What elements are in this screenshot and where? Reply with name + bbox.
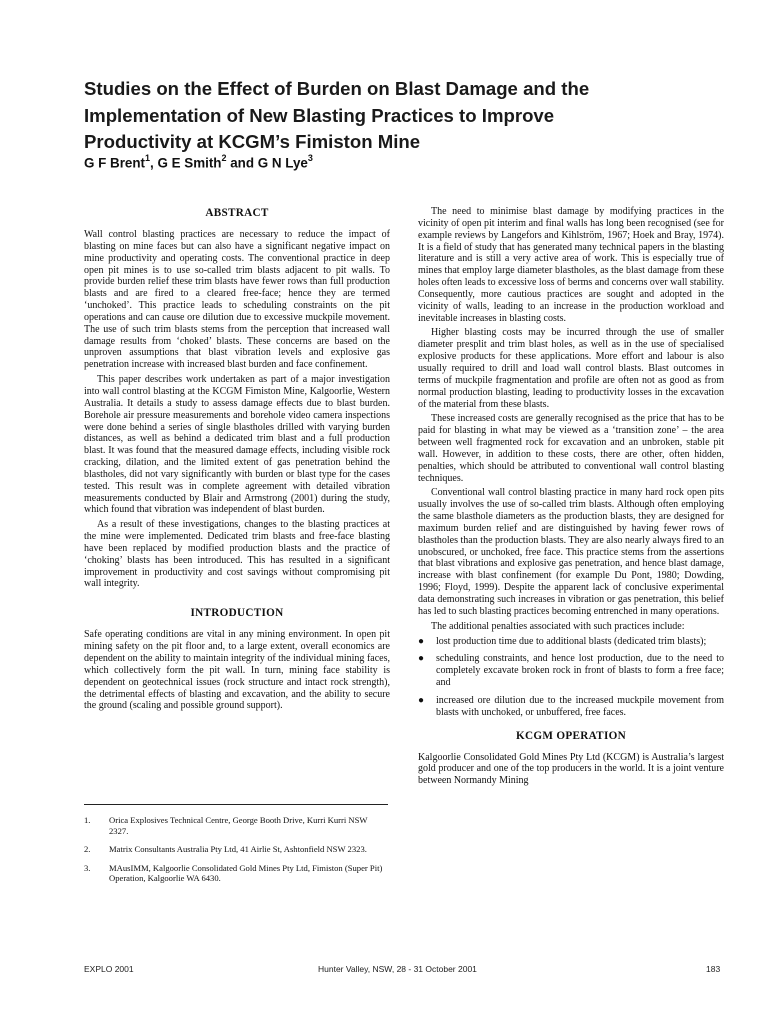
footer-venue-date: Hunter Valley, NSW, 28 - 31 October 2001 bbox=[318, 964, 477, 974]
list-item-text: lost production time due to additional blasts (dedicated trim blasts); bbox=[436, 635, 707, 647]
left-column bbox=[84, 206, 390, 712]
footnote bbox=[84, 863, 388, 884]
footnote-text: Orica Explosives Technical Centre, George Booth Drive, Kurri Kurri NSW 2327. bbox=[109, 815, 368, 836]
introduction-paragraph: Safe operating conditions are vital in any mining environment. In open pit mining safety on the pit floor and, to a large extent, overall economics are dependent on the ability to maintain integrity of the individual mining faces, which collectively form the pit wall. In turn, mining face stability is dependent on geotechnical issues (rock structure and intact rock strength), the detrimental effects of blasting and excavation, and the ability to secure the ground (scaling and possible ground support). bbox=[84, 629, 390, 712]
author-list bbox=[84, 154, 313, 170]
abstract-paragraph: As a result of these investigations, changes to the blasting practices at the mine were implemented. Dedicated trim blasts and free-face blasting have been replaced by modified production blasts and the practice of ‘choking’ blasts has been introduced. This has resulted in a significant improvement in productivity and cost savings without compromising pit wall integrity. bbox=[84, 519, 390, 590]
abstract-paragraph: This paper describes work undertaken as part of a major investigation into wall control blasting at the KCGM Fimiston Mine, Kalgoorlie, Western Australia. It details a study to assess damage effects due to blast burden. Borehole air pressure measurements and borehole video camera inspections were done behind a series of single blastholes drilled with varying burden distances, as well as behind a dedicated trim blast and a full production blast. It was found that the measured damage effects, including visible rock cracking, dilation, and the limited extent of gas penetration behind the blastholes, did not vary significantly with burden or blast type for the cases tested. This result was in complete agreement with detailed vibration measurements conducted by Blair and Armstrong (2001) during the study, which found that vibration was independent of blast burden. bbox=[84, 374, 390, 516]
author-name: G E Smith bbox=[157, 155, 222, 171]
paper-title bbox=[84, 76, 704, 156]
author-affiliation-mark: 1 bbox=[145, 153, 151, 163]
abstract-paragraph: Wall control blasting practices are necessary to reduce the impact of blasting on mine faces but can also have a significant negative impact on mine productivity and operating costs. The conventional practice in deep open pit mines is to use so-called trim blasts adjacent to pit walls. To provide burden relief these trim blasts have fewer rows than full production blasts and are fired to a cleared free-face; hence they are termed ‘unchoked’. This practice leads to scheduling constraints on the pit operations and can cause ore dilution due to excessive muckpile movement. The use of such trim blasts stems from the perception that increased wall damage results from ‘choked’ blasts. These concerns are based on the unproven assumptions that blast vibration levels and explosive gas penetration increase with increased blast burden and face confinement. bbox=[84, 229, 390, 371]
page-number: 183 bbox=[706, 964, 721, 974]
footnote-divider bbox=[84, 804, 388, 805]
footnote-text: Matrix Consultants Australia Pty Ltd, 41 Airlie St, Ashtonfield NSW 2323. bbox=[109, 844, 367, 855]
body-paragraph: The need to minimise blast damage by modifying practices in the vicinity of open pit interim and final walls has long been recognised (see for example reviews by Langefors and Kihlström, 1967; Hoek and Bray, 1974). It is a field of study that has generated many technical papers in the blasting literature and is still a very active area of work. This is especially true of mines that employ large diameter blastholes, as the blast damage from these holes often leads to excessive loss of berms and concerns over wall stability. Consequently, more cautious practices are sought and adopted in the vicinity of walls, leading to an increase in the production workload and inevitable increases in blasting costs. bbox=[418, 206, 724, 324]
body-paragraph: Conventional wall control blasting practice in many hard rock open pits usually involves the use of so-called trim blasts. Although often employing the same blasthole diameters as the production blasts, they are designed for maximum burden relief and are distinguished by having fewer rows of blastholes than the production blasts. They are also nearly always fired to an unobscured, or unchoked, free face. This practice stems from the assertions that blast vibrations and explosive gas penetration, and hence blast damage, increase with blast confinement (for example Du Pont, 1980; Dowding, 1996; Floyd, 1999). Despite the apparent lack of conclusive experimental data demonstrating such increases in vibration or gas penetration, this belief has led to such blasting practices becoming entrenched in many operations. bbox=[418, 487, 724, 617]
footnote-number: 1. bbox=[84, 815, 91, 825]
bullet-icon: ● bbox=[418, 694, 425, 706]
author-name: G N Lye bbox=[257, 155, 308, 171]
right-column bbox=[418, 206, 724, 787]
body-paragraph: Higher blasting costs may be incurred through the use of smaller diameter presplit and trim blast holes, as well as in the use of specialised explosive products for these applications. More effort and labour is also usually required to drill and load wall control blasts. Blast outcomes in terms of muckpile fragmentation and profile are often not as good as from normal production blasting, leading to productivity losses in the excavation of the material from these blasts. bbox=[418, 327, 724, 410]
list-item bbox=[418, 636, 724, 648]
body-paragraph: These increased costs are generally recognised as the price that has to be paid for blasting in what may be viewed as a ‘transition zone’ – the area between well fragmented rock for excavation and an unbroken, stable pit wall. However, in addition to these costs, there are other, often hidden, penalties, which should be attributed to conventional wall control blasting techniques. bbox=[418, 413, 724, 484]
author-name: G F Brent bbox=[84, 155, 146, 171]
author-separator: and bbox=[226, 155, 258, 171]
list-item-text: scheduling constraints, and hence lost production, due to the need to completely excavate broken rock in front of blasts to form a free face; and bbox=[436, 653, 724, 689]
kcgm-paragraph: Kalgoorlie Consolidated Gold Mines Pty Ltd (KCGM) is Australia’s largest gold producer and one of the top producers in the world. It is a joint venture between Normandy Mining bbox=[418, 751, 724, 787]
footnotes bbox=[84, 815, 388, 892]
footnote bbox=[84, 815, 388, 836]
bullet-icon: ● bbox=[418, 653, 425, 665]
abstract-heading: ABSTRACT bbox=[205, 207, 269, 219]
footnote bbox=[84, 844, 388, 855]
author-affiliation-mark: 2 bbox=[221, 153, 227, 163]
footnote-number: 3. bbox=[84, 862, 91, 873]
list-item bbox=[418, 653, 724, 689]
title-line: Studies on the Effect of Burden on Blast Damage and the bbox=[84, 78, 590, 99]
title-line: Productivity at KCGM’s Fimiston Mine bbox=[84, 131, 421, 152]
body-paragraph: The additional penalties associated with such practices include: bbox=[431, 620, 685, 632]
list-item bbox=[418, 695, 724, 719]
footnote-text: MAusIMM, Kalgoorlie Consolidated Gold Mines Pty Ltd, Fimiston (Super Pit) Operation, Kalgoorlie WA 6430. bbox=[109, 862, 383, 884]
author-affiliation-mark: 3 bbox=[307, 153, 313, 163]
penalty-list bbox=[418, 636, 724, 719]
footer-conference: EXPLO 2001 bbox=[84, 964, 134, 974]
footnote-number: 2. bbox=[84, 844, 91, 855]
title-line: Implementation of New Blasting Practices to Improve bbox=[84, 104, 555, 126]
author-separator: , bbox=[150, 155, 158, 171]
bullet-icon: ● bbox=[418, 635, 425, 647]
list-item-text: increased ore dilution due to the increased muckpile movement from blasts with unchoked, or unbuffered, free faces. bbox=[436, 694, 724, 718]
kcgm-operation-heading: KCGM OPERATION bbox=[516, 729, 626, 742]
introduction-heading: INTRODUCTION bbox=[190, 607, 284, 620]
